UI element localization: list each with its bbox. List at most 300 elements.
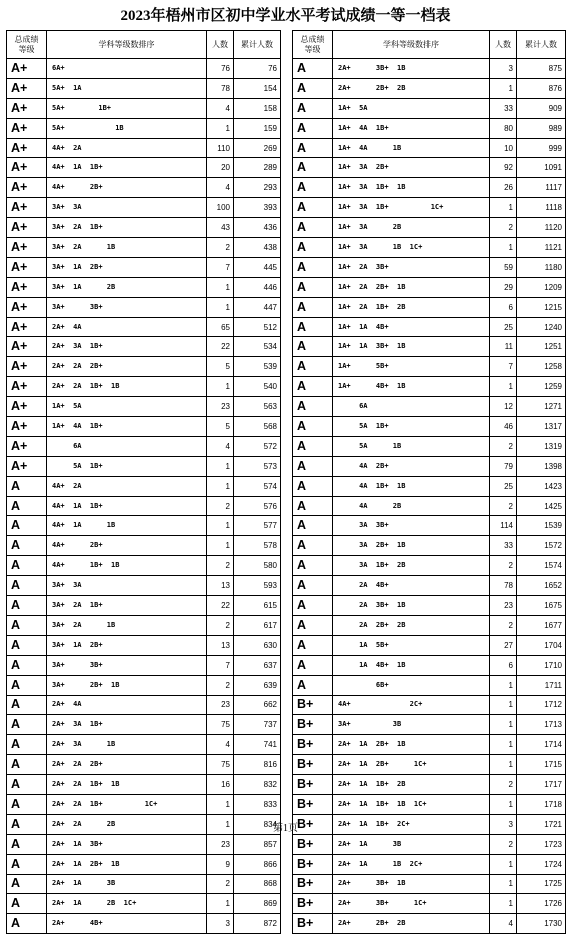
table-row [7, 337, 281, 357]
table-row [7, 834, 281, 854]
count-cell: 6 [490, 655, 517, 675]
count-cell: 1 [490, 377, 517, 397]
count-cell: 114 [490, 516, 517, 536]
count-cell: 11 [490, 337, 517, 357]
cumulative-cell: 637 [234, 655, 281, 675]
sequence-cell: 2A+ 3A 1B+ [47, 715, 207, 735]
sequence-cell: 2A+ 3B+ 1B [333, 59, 490, 79]
count-cell: 2 [207, 556, 234, 576]
cumulative-cell: 1715 [517, 755, 566, 775]
sequence-cell: 4A 2B+ [333, 456, 490, 476]
grade-cell: B+ [293, 814, 333, 834]
table-row [293, 277, 566, 297]
count-cell: 1 [490, 755, 517, 775]
sequence-cell: 1A+ 4A 1B [333, 138, 490, 158]
table-row [293, 675, 566, 695]
count-cell: 1 [490, 894, 517, 914]
table-row [293, 556, 566, 576]
cumulative-cell: 540 [234, 377, 281, 397]
sequence-cell: 1A+ 4B+ 1B [333, 377, 490, 397]
table-row [293, 118, 566, 138]
count-cell: 33 [490, 536, 517, 556]
sequence-cell: 6A [333, 397, 490, 417]
count-cell: 1 [490, 675, 517, 695]
grade-cell: A [293, 138, 333, 158]
grade-cell: A [293, 317, 333, 337]
cumulative-cell: 1714 [517, 735, 566, 755]
count-cell: 1 [490, 715, 517, 735]
count-cell: 7 [207, 257, 234, 277]
cumulative-cell: 1713 [517, 715, 566, 735]
grade-cell: A+ [7, 238, 47, 258]
table-row [293, 178, 566, 198]
grade-cell: A [7, 596, 47, 616]
sequence-cell: 2A+ 2A 2B+ [47, 755, 207, 775]
table-row [293, 536, 566, 556]
count-cell: 4 [207, 735, 234, 755]
grade-cell: A [293, 158, 333, 178]
sequence-cell: 2A+ 1A 2B 1C+ [47, 894, 207, 914]
header-seq: 学科等级数排序 [47, 31, 207, 59]
cumulative-cell: 289 [234, 158, 281, 178]
sequence-cell: 1A 5B+ [333, 635, 490, 655]
count-cell: 2 [490, 556, 517, 576]
cumulative-cell: 999 [517, 138, 566, 158]
cumulative-cell: 639 [234, 675, 281, 695]
count-cell: 3 [207, 914, 234, 934]
sequence-cell: 5A+ 1A [47, 78, 207, 98]
sequence-cell: 5A 1B+ [333, 417, 490, 437]
sequence-cell: 4A+ 1B+ 1B [47, 556, 207, 576]
grade-cell: A [7, 655, 47, 675]
cumulative-cell: 573 [234, 456, 281, 476]
grade-cell: A [7, 775, 47, 795]
count-cell: 1 [490, 238, 517, 258]
grade-cell: A [7, 496, 47, 516]
sequence-cell: 1A+ 2A 1B+ 2B [333, 297, 490, 317]
grade-cell: A [293, 297, 333, 317]
count-cell: 10 [490, 138, 517, 158]
count-cell: 1 [490, 695, 517, 715]
count-cell: 3 [490, 814, 517, 834]
cumulative-cell: 578 [234, 536, 281, 556]
sequence-cell: 2A+ 2B+ 2B [333, 78, 490, 98]
count-cell: 4 [207, 178, 234, 198]
grade-cell: A+ [7, 377, 47, 397]
table-row [7, 456, 281, 476]
table-row [7, 715, 281, 735]
count-cell: 43 [207, 218, 234, 238]
count-cell: 1 [490, 854, 517, 874]
cumulative-cell: 568 [234, 417, 281, 437]
cumulative-cell: 159 [234, 118, 281, 138]
table-row [293, 98, 566, 118]
table-row [293, 436, 566, 456]
sequence-cell: 1A+ 3A 1B+ 1C+ [333, 198, 490, 218]
grade-cell: A [7, 536, 47, 556]
count-cell: 2 [490, 775, 517, 795]
count-cell: 20 [207, 158, 234, 178]
table-row [7, 417, 281, 437]
table-row [293, 59, 566, 79]
sequence-cell: 2A+ 4A [47, 695, 207, 715]
sequence-cell: 3A+ 2B+ 1B [47, 675, 207, 695]
sequence-cell: 1A+ 3A 2B+ [333, 158, 490, 178]
cumulative-cell: 816 [234, 755, 281, 775]
grade-cell: A [7, 516, 47, 536]
cumulative-cell: 158 [234, 98, 281, 118]
table-row [293, 337, 566, 357]
count-cell: 1 [207, 118, 234, 138]
cumulative-cell: 577 [234, 516, 281, 536]
grade-cell: A [7, 894, 47, 914]
cumulative-cell: 834 [234, 814, 281, 834]
grade-cell: A [293, 496, 333, 516]
count-cell: 23 [207, 834, 234, 854]
table-row [7, 198, 281, 218]
cumulative-cell: 1425 [517, 496, 566, 516]
table-row [7, 238, 281, 258]
sequence-cell: 2A+ 1A 3B+ [47, 834, 207, 854]
count-cell: 2 [207, 615, 234, 635]
sequence-cell: 2A+ 1A 2B+ 1B [47, 854, 207, 874]
table-row [7, 755, 281, 775]
grade-cell: A [293, 98, 333, 118]
sequence-cell: 4A 1B+ 1B [333, 476, 490, 496]
count-cell: 2 [490, 436, 517, 456]
cumulative-cell: 737 [234, 715, 281, 735]
grade-cell: A [293, 357, 333, 377]
sequence-cell: 4A+ 1A 1B [47, 516, 207, 536]
sequence-cell: 2A+ 4A [47, 317, 207, 337]
cumulative-cell: 1317 [517, 417, 566, 437]
sequence-cell: 3A+ 1A 2B+ [47, 635, 207, 655]
sequence-cell: 2A+ 1A 1B+ 2C+ [333, 814, 490, 834]
grade-cell: A [7, 635, 47, 655]
table-header-row [293, 31, 566, 59]
table-row [7, 118, 281, 138]
cumulative-cell: 447 [234, 297, 281, 317]
grade-cell: A [7, 695, 47, 715]
grade-cell: A+ [7, 436, 47, 456]
table-row [293, 596, 566, 616]
sequence-cell: 6A [47, 436, 207, 456]
table-row [293, 198, 566, 218]
count-cell: 3 [490, 59, 517, 79]
grade-cell: A+ [7, 357, 47, 377]
sequence-cell: 1A+ 2A 3B+ [333, 257, 490, 277]
grade-cell: A+ [7, 98, 47, 118]
table-row [293, 417, 566, 437]
count-cell: 92 [490, 158, 517, 178]
table-row [7, 874, 281, 894]
sequence-cell: 4A+ 1A 1B+ [47, 496, 207, 516]
count-cell: 16 [207, 775, 234, 795]
sequence-cell: 3A+ 1A 2B+ [47, 257, 207, 277]
count-cell: 4 [207, 436, 234, 456]
grade-cell: A [293, 337, 333, 357]
cumulative-cell: 1721 [517, 814, 566, 834]
count-cell: 23 [207, 695, 234, 715]
count-cell: 23 [490, 596, 517, 616]
table-row [293, 655, 566, 675]
grade-cell: A [293, 655, 333, 675]
grade-cell: B+ [293, 874, 333, 894]
sequence-cell: 3A+ 3B+ [47, 655, 207, 675]
grade-cell: A [293, 675, 333, 695]
count-cell: 25 [490, 476, 517, 496]
sequence-cell: 2A 3B+ 1B [333, 596, 490, 616]
sequence-cell: 1A+ 1A 4B+ [333, 317, 490, 337]
sequence-cell: 2A 2B+ 2B [333, 615, 490, 635]
grade-cell: A+ [7, 277, 47, 297]
grade-cell: A [293, 118, 333, 138]
cumulative-cell: 436 [234, 218, 281, 238]
table-row [7, 635, 281, 655]
sequence-cell: 4A+ 2B+ [47, 178, 207, 198]
header-cumulative: 累计人数 [234, 31, 281, 59]
count-cell: 22 [207, 596, 234, 616]
count-cell: 1 [207, 476, 234, 496]
table-row [293, 238, 566, 258]
count-cell: 13 [207, 576, 234, 596]
sequence-cell: 3A+ 2A 1B+ [47, 218, 207, 238]
count-cell: 1 [490, 794, 517, 814]
cumulative-cell: 1215 [517, 297, 566, 317]
grade-cell: B+ [293, 894, 333, 914]
table-header-row [7, 31, 281, 59]
cumulative-cell: 445 [234, 257, 281, 277]
table-row [293, 715, 566, 735]
count-cell: 1 [207, 277, 234, 297]
count-cell: 33 [490, 98, 517, 118]
grade-cell: A [7, 715, 47, 735]
table-row [293, 735, 566, 755]
sequence-cell: 2A+ 2A 1B+ 1B [47, 377, 207, 397]
count-cell: 2 [207, 238, 234, 258]
grade-cell: A [293, 78, 333, 98]
table-row [7, 894, 281, 914]
count-cell: 1 [207, 536, 234, 556]
count-cell: 2 [490, 496, 517, 516]
cumulative-cell: 1180 [517, 257, 566, 277]
cumulative-cell: 1398 [517, 456, 566, 476]
header-seq: 学科等级数排序 [333, 31, 490, 59]
count-cell: 2 [490, 615, 517, 635]
cumulative-cell: 1121 [517, 238, 566, 258]
table-row [293, 138, 566, 158]
count-cell: 1 [207, 297, 234, 317]
sequence-cell: 1A+ 3A 1B 1C+ [333, 238, 490, 258]
table-row [293, 834, 566, 854]
sequence-cell: 2A+ 2A 2B [47, 814, 207, 834]
cumulative-cell: 580 [234, 556, 281, 576]
count-cell: 2 [207, 496, 234, 516]
sequence-cell: 4A+ 2C+ [333, 695, 490, 715]
table-row [293, 854, 566, 874]
table-row [7, 78, 281, 98]
count-cell: 26 [490, 178, 517, 198]
table-row [7, 436, 281, 456]
table-row [293, 297, 566, 317]
table-row [293, 894, 566, 914]
table-row [293, 615, 566, 635]
cumulative-cell: 872 [234, 914, 281, 934]
cumulative-cell: 866 [234, 854, 281, 874]
grade-cell: A [293, 277, 333, 297]
count-cell: 1 [207, 894, 234, 914]
count-cell: 29 [490, 277, 517, 297]
cumulative-cell: 393 [234, 198, 281, 218]
cumulative-cell: 1319 [517, 436, 566, 456]
grade-cell: A [293, 397, 333, 417]
sequence-cell: 3A+ 2A 1B+ [47, 596, 207, 616]
table-row [293, 317, 566, 337]
table-row [7, 277, 281, 297]
cumulative-cell: 1712 [517, 695, 566, 715]
page-number: 第1页 [273, 823, 298, 834]
table-row [293, 874, 566, 894]
grade-cell: A+ [7, 178, 47, 198]
grade-cell: A [293, 476, 333, 496]
sequence-cell: 2A+ 3B+ 1C+ [333, 894, 490, 914]
grade-cell: A+ [7, 456, 47, 476]
count-cell: 7 [207, 655, 234, 675]
table-row [7, 317, 281, 337]
grade-cell: A [293, 377, 333, 397]
sequence-cell: 4A+ 2A [47, 138, 207, 158]
grade-cell: A [7, 814, 47, 834]
sequence-cell: 1A+ 3A 1B+ 1B [333, 178, 490, 198]
table-row [293, 635, 566, 655]
grade-cell: A [293, 635, 333, 655]
cumulative-cell: 446 [234, 277, 281, 297]
grade-cell: A+ [7, 138, 47, 158]
table-row [7, 178, 281, 198]
sequence-cell: 5A 1B+ [47, 456, 207, 476]
grade-cell: A [293, 576, 333, 596]
cumulative-cell: 615 [234, 596, 281, 616]
cumulative-cell: 1725 [517, 874, 566, 894]
cumulative-cell: 576 [234, 496, 281, 516]
count-cell: 5 [207, 357, 234, 377]
grade-cell: A [7, 854, 47, 874]
grade-cell: A+ [7, 198, 47, 218]
cumulative-cell: 1718 [517, 794, 566, 814]
sequence-cell: 1A 4B+ 1B [333, 655, 490, 675]
sequence-cell: 2A+ 3A 1B [47, 735, 207, 755]
cumulative-cell: 1726 [517, 894, 566, 914]
count-cell: 78 [207, 78, 234, 98]
sequence-cell: 3A+ 2A 1B [47, 615, 207, 635]
sequence-cell: 4A 2B [333, 496, 490, 516]
sequence-cell: 1A+ 1A 3B+ 1B [333, 337, 490, 357]
count-cell: 7 [490, 357, 517, 377]
cumulative-cell: 869 [234, 894, 281, 914]
table-row [293, 456, 566, 476]
cumulative-cell: 1258 [517, 357, 566, 377]
count-cell: 1 [490, 198, 517, 218]
sequence-cell: 2A 4B+ [333, 576, 490, 596]
cumulative-cell: 1675 [517, 596, 566, 616]
table-row [7, 138, 281, 158]
sequence-cell: 2A+ 2A 1B+ 1C+ [47, 794, 207, 814]
table-body-right [293, 59, 566, 934]
grade-cell: A+ [7, 397, 47, 417]
count-cell: 1 [207, 456, 234, 476]
count-cell: 4 [207, 98, 234, 118]
table-row [7, 655, 281, 675]
sequence-cell: 2A+ 1A 3B [333, 834, 490, 854]
cumulative-cell: 539 [234, 357, 281, 377]
cumulative-cell: 875 [517, 59, 566, 79]
grade-cell: B+ [293, 794, 333, 814]
header-grade [293, 31, 333, 59]
grade-cell: A+ [7, 118, 47, 138]
grade-cell: A [293, 615, 333, 635]
table-row [7, 556, 281, 576]
cumulative-cell: 1704 [517, 635, 566, 655]
header-grade-label: 总成绩 等级 [300, 34, 325, 54]
cumulative-cell: 1677 [517, 615, 566, 635]
sequence-cell: 5A+ 1B [47, 118, 207, 138]
grade-cell: A [7, 834, 47, 854]
sequence-cell: 3A 3B+ [333, 516, 490, 536]
grade-cell: A+ [7, 297, 47, 317]
sequence-cell: 2A+ 1A 1B+ 2B [333, 775, 490, 795]
cumulative-cell: 832 [234, 775, 281, 795]
sequence-cell: 4A+ 2A [47, 476, 207, 496]
grade-table-right [292, 30, 566, 934]
table-row [293, 357, 566, 377]
count-cell: 2 [207, 874, 234, 894]
count-cell: 1 [490, 78, 517, 98]
grade-cell: A+ [7, 218, 47, 238]
sequence-cell: 2A+ 2B+ 2B [333, 914, 490, 934]
table-row [7, 516, 281, 536]
grade-cell: A [7, 874, 47, 894]
count-cell: 1 [207, 377, 234, 397]
sequence-cell: 2A+ 1A 1B+ 1B 1C+ [333, 794, 490, 814]
grade-table-left [6, 30, 281, 934]
grade-cell: A [293, 536, 333, 556]
count-cell: 1 [490, 874, 517, 894]
grade-cell: A [293, 198, 333, 218]
cumulative-cell: 574 [234, 476, 281, 496]
cumulative-cell: 1117 [517, 178, 566, 198]
grade-cell: A [7, 556, 47, 576]
table-row [293, 377, 566, 397]
table-row [7, 59, 281, 79]
cumulative-cell: 154 [234, 78, 281, 98]
cumulative-cell: 572 [234, 436, 281, 456]
sequence-cell: 6B+ [333, 675, 490, 695]
grade-cell: A [293, 456, 333, 476]
table-row [7, 615, 281, 635]
table-row [7, 357, 281, 377]
cumulative-cell: 593 [234, 576, 281, 596]
cumulative-cell: 1240 [517, 317, 566, 337]
cumulative-cell: 512 [234, 317, 281, 337]
cumulative-cell: 876 [517, 78, 566, 98]
cumulative-cell: 617 [234, 615, 281, 635]
sequence-cell: 4A+ 2B+ [47, 536, 207, 556]
grade-cell: A+ [7, 337, 47, 357]
sequence-cell: 1A+ 5B+ [333, 357, 490, 377]
count-cell: 9 [207, 854, 234, 874]
table-row [7, 596, 281, 616]
count-cell: 59 [490, 257, 517, 277]
